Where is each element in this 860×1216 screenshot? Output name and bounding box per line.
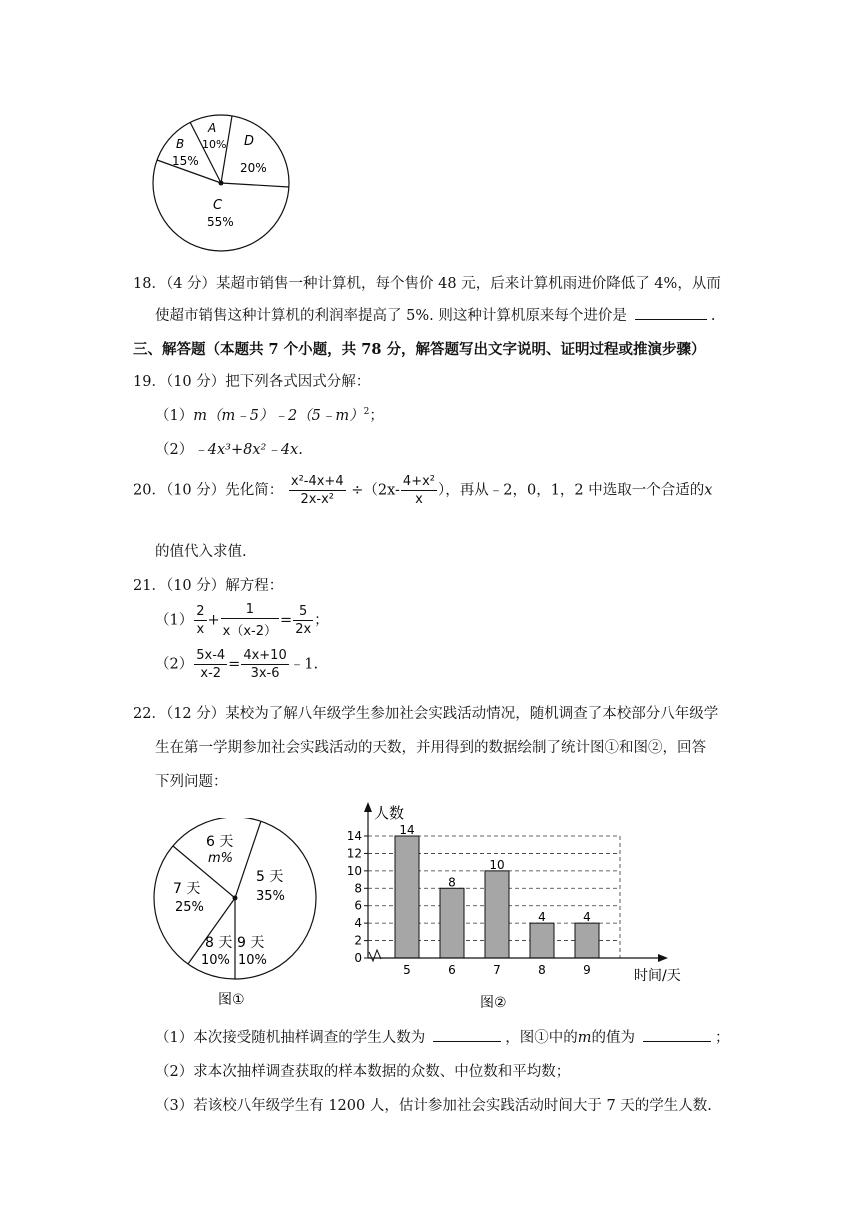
q22-line1: 22．（12 分）某校为了解八年级学生参加社会实践活动情况，随机调查了本校部分八年级学 — [133, 706, 719, 722]
q19-part2 — [155, 438, 303, 459]
q22-sub1-text-a: （1）本次接受随机抽样调查的学生人数为 — [155, 1030, 426, 1046]
q21-frac-b — [221, 602, 279, 639]
pie2-caption: 图① — [218, 992, 245, 1008]
q21-p2-end: ﹣1. — [289, 656, 319, 673]
q22-sub1-end: ； — [714, 1030, 730, 1046]
pie-chart-days — [148, 818, 328, 1010]
q20-f1-den: 2x-x² — [300, 492, 335, 507]
q21-p1-end: ； — [314, 612, 329, 629]
q21-d-den: x-2 — [200, 666, 222, 681]
pie-top-label-d: D — [244, 134, 255, 149]
pie2-label-8: 8 天 — [205, 935, 233, 951]
q21-eq: = — [280, 612, 293, 629]
x-tick-label-8: 8 — [538, 963, 546, 977]
q19-p2-math: ﹣4x³+8x²﹣4x. — [193, 442, 303, 458]
q22-line3: 下列问题： — [155, 774, 228, 790]
q22-sub1 — [155, 1026, 729, 1047]
q18-text1: 18．（4 分）某超市销售一种计算机，每个售价 48 元，后来计算机雨进价降低了 4%，从而 — [133, 276, 721, 292]
q19-p1-label: （1） — [155, 408, 194, 424]
pie2-divider-6-5 — [235, 821, 261, 898]
q20-f2-num: 4+x² — [402, 474, 435, 489]
q22-sub3: （3）若该校八年级学生有 1200 人，估计参加社会实践活动时间大于 7 天的学生人数. — [155, 1098, 712, 1114]
x-tick-label-5: 5 — [403, 963, 411, 977]
q20-line1 — [133, 474, 712, 507]
pie-top-label-b: B — [176, 137, 185, 151]
q20-var: x — [704, 482, 713, 499]
pie-top-pct-a: 10% — [202, 138, 227, 151]
bar-value-label-9: 4 — [583, 910, 591, 925]
y-tick-label-0: 0 — [354, 951, 362, 965]
q20-prefix: 20．（10 分）先化简： — [133, 482, 284, 499]
pie2-label-7: 7 天 — [173, 881, 201, 897]
q18-end: . — [710, 308, 716, 324]
pie-top-divider-dc — [221, 183, 289, 187]
q21-plus: + — [207, 612, 220, 629]
pie-top-label-c: C — [213, 198, 223, 213]
q20-f1-num: x²-4x+4 — [290, 474, 344, 489]
pie2-pct-6: m% — [208, 851, 234, 866]
q21-p1-label: （1） — [155, 612, 194, 629]
q19-p2-label: （2） — [155, 442, 194, 458]
q19-title: 19．（10 分）把下列各式因式分解： — [133, 374, 371, 390]
q21-part1 — [155, 602, 329, 639]
q21-part2 — [155, 648, 318, 681]
q19-p1-sup: 2 — [363, 407, 370, 418]
y-tick-label-12: 12 — [346, 846, 362, 861]
q20-fraction2 — [401, 474, 437, 507]
q21-frac-a — [194, 604, 206, 637]
axis-break-mark — [369, 950, 381, 961]
pie2-label-9: 9 天 — [237, 935, 265, 951]
q22-sub1-m: m — [577, 1030, 592, 1046]
pie-top-pct-d: 20% — [240, 161, 267, 175]
bar-chart-days — [328, 796, 708, 1014]
bar-8 — [530, 923, 554, 958]
q21-c-num: 5 — [293, 604, 313, 621]
y-tick-label-14: 14 — [346, 829, 362, 843]
bar-value-label-6: 8 — [448, 875, 456, 890]
q18-answer-blank[interactable] — [635, 305, 707, 320]
x-tick-label-9: 9 — [583, 963, 591, 977]
q21-a-den: x — [196, 622, 205, 637]
bar-9 — [575, 923, 599, 958]
y-axis-label: 人数 — [374, 804, 405, 822]
q21-a-num: 2 — [196, 604, 205, 619]
x-tick-label-6: 6 — [448, 963, 456, 977]
bar-6 — [440, 888, 464, 958]
q22-sub2: （2）求本次抽样调查获取的样本数据的众数、中位数和平均数； — [155, 1064, 571, 1080]
q22-sub1-text-b: ，图①中的 — [505, 1030, 578, 1046]
y-tick-label-2: 2 — [354, 933, 362, 948]
x-axis-label: 时间/天 — [634, 968, 681, 984]
q19-part1 — [155, 404, 384, 425]
pie2-pct-8: 10% — [201, 953, 230, 968]
x-axis-arrow — [658, 954, 668, 962]
pie2-pct-9: 10% — [238, 953, 267, 968]
q20-line2: 的值代入求值. — [155, 544, 247, 560]
q22-sub1-text-c: 的值为 — [591, 1030, 635, 1046]
pie-top-label-a: A — [208, 121, 217, 135]
q21-title: 21．（10 分）解方程： — [133, 578, 284, 594]
q21-eq2: = — [228, 656, 241, 673]
pie2-label-6: 6 天 — [206, 834, 234, 850]
q21-e-num: 4x+10 — [243, 648, 287, 663]
q20-op: ÷（2x- — [351, 482, 400, 499]
pie-top-pct-c: 55% — [207, 215, 234, 229]
q21-c-den: 2x — [295, 622, 312, 637]
pie2-pct-7: 25% — [175, 900, 204, 915]
bar-value-label-8: 4 — [538, 910, 546, 925]
pie2-pct-5: 35% — [256, 889, 285, 904]
q18-line1 — [133, 272, 721, 293]
q20-fraction1 — [289, 474, 346, 507]
y-tick-label-6: 6 — [354, 898, 362, 913]
q21-frac-e — [241, 648, 288, 681]
pie-top-pct-b: 15% — [172, 154, 199, 168]
q22-sub1-blank1[interactable] — [433, 1027, 501, 1042]
y-tick-label-10: 10 — [346, 863, 362, 878]
bar-value-label-7: 10 — [489, 857, 505, 872]
bar-chart-caption: 图② — [480, 995, 507, 1011]
q21-d-num: 5x-4 — [196, 648, 226, 663]
y-tick-label-8: 8 — [354, 881, 362, 896]
pie-chart-top — [150, 112, 295, 257]
q21-e-den: 3x-6 — [250, 666, 280, 681]
q20-f2-den: x — [415, 492, 423, 507]
bar-5 — [395, 836, 419, 958]
bar-7 — [485, 871, 509, 958]
q21-p2-label: （2） — [155, 656, 194, 673]
q22-sub1-blank2[interactable] — [643, 1027, 711, 1042]
q19-p1-math: m（m﹣5）﹣2（5﹣m） — [193, 408, 364, 424]
pie2-label-5: 5 天 — [256, 869, 284, 885]
q18-line2 — [155, 304, 715, 325]
q18-text2: 使超市销售这种计算机的利润率提高了 5%. 则这种计算机原来每个进价是 — [155, 308, 627, 324]
y-axis-arrow — [364, 802, 372, 812]
q22-line2: 生在第一学期参加社会实践活动的天数，并用得到的数据绘制了统计图①和图②，回答 — [155, 740, 706, 756]
q21-frac-c — [293, 604, 313, 637]
q20-close: ），再从﹣2，0，1，2 中选取一个合适的 — [438, 482, 705, 499]
bar-value-label-5: 14 — [399, 823, 415, 837]
q21-b-den: x（x-2） — [222, 624, 278, 639]
y-tick-label-4: 4 — [354, 916, 362, 931]
q21-b-num: 1 — [221, 602, 279, 619]
section3-heading: 三、解答题（本题共 7 个小题，共 78 分，解答题写出文字说明、证明过程或推演步骤） — [133, 341, 706, 358]
q21-frac-d — [194, 648, 227, 681]
x-tick-label-7: 7 — [493, 963, 501, 977]
q19-p1-end: ； — [369, 408, 384, 424]
